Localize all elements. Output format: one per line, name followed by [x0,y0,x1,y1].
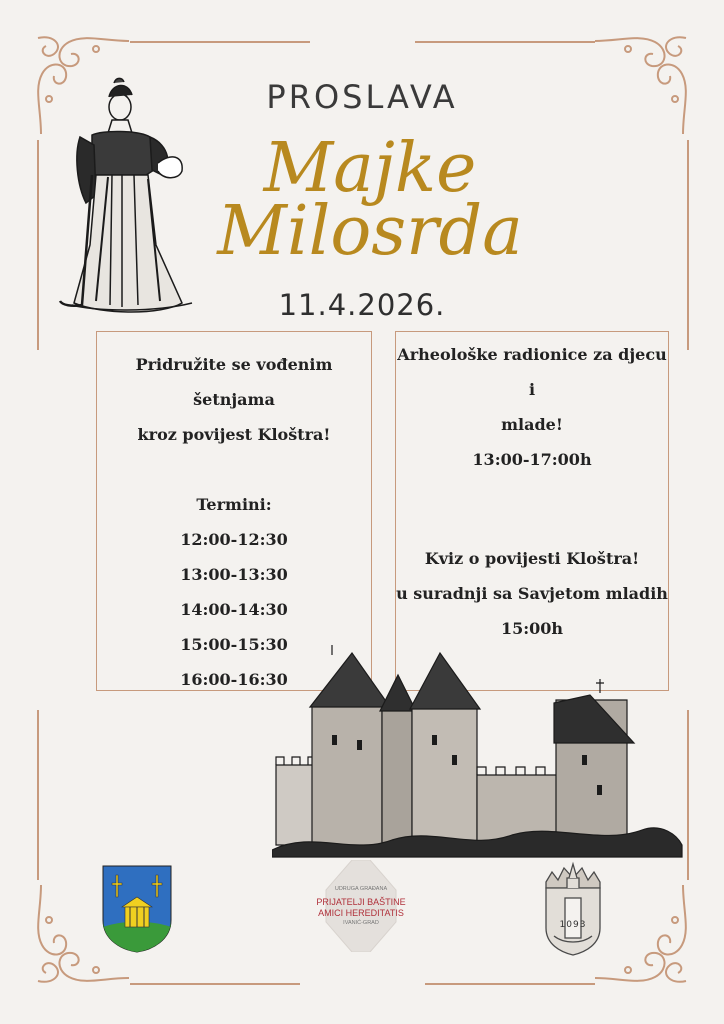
workshop-line1: Arheološke radionice za djecu i [397,345,667,399]
frame-top-left-line [130,41,310,43]
association-line4: IVANIĆ-GRAD [343,920,379,926]
corner-ornament-bottom-right [590,880,700,995]
association-logo [302,860,420,952]
workshop-time: 13:00-17:00h [472,450,592,469]
quiz-time: 15:00h [500,619,564,638]
city-crest-emblem [540,858,606,956]
termini-label: Termini: [196,495,272,514]
time-slot: 14:00-14:30 [180,600,288,619]
frame-right-bottom-line [687,710,689,880]
script-title-line2: Milosrda [217,192,523,271]
quiz-line2: u suradnji sa Savjetom mladih [396,584,668,603]
guided-walks-intro-line2: kroz povijest Kloštra! [137,425,331,444]
city-crest [540,858,606,956]
castle-illustration [272,645,684,860]
event-date: 11.4.2026. [278,288,446,322]
quiz-line1: Kviz o povijesti Kloštra! [424,549,640,568]
script-title-line1: Majke [263,129,477,208]
time-slot: 13:00-13:30 [180,565,288,584]
city-crest-year: 1093 [559,920,587,930]
frame-left-bottom-line [37,710,39,880]
association-line2: PRIJATELJI BAŠTINE [316,897,406,907]
frame-bottom-right-line [425,983,595,985]
workshop-line2: mlade! [501,415,563,434]
time-slot: 16:00-16:30 [180,670,288,689]
municipality-coat-of-arms [102,865,172,953]
guided-walks-intro-line1: Pridružite se vođenim šetnjama [135,355,333,409]
time-slot: 12:00-12:30 [180,530,288,549]
frame-top-right-line [415,41,595,43]
frame-bottom-left-line [130,983,300,985]
association-line3: AMICI HEREDITATIS [318,908,404,918]
time-slot: 15:00-15:30 [180,635,288,654]
activities-content [395,337,669,646]
event-kicker: PROSLAVA [266,78,458,116]
association-line1: UDRUGA GRAĐANA [334,886,388,892]
